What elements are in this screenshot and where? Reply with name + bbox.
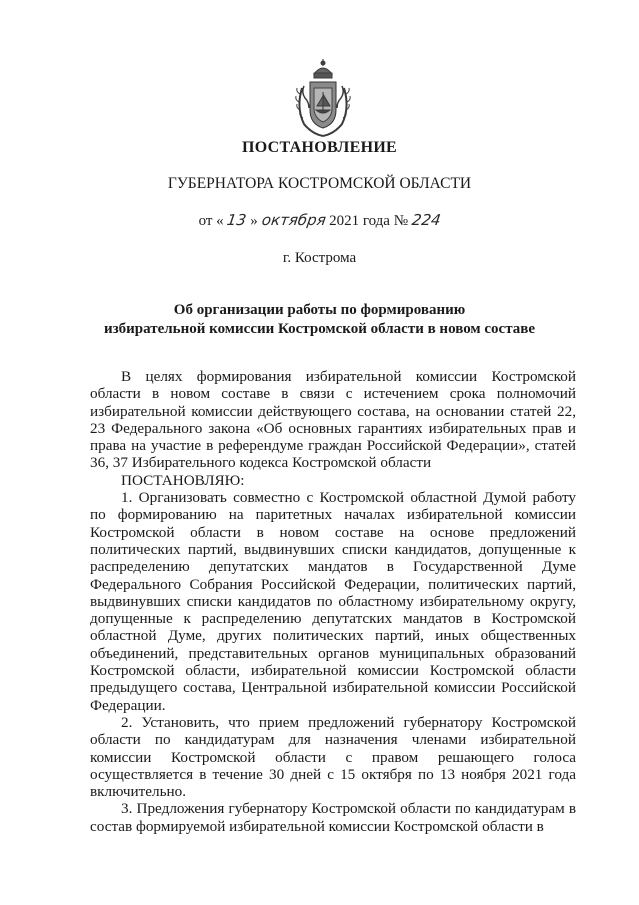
decree-word: ПОСТАНОВЛЯЮ: <box>121 471 245 489</box>
item-1-paragraph: 1. Организовать совместно с Костромской областной Думой работу по формированию на паритетных началах избирательной комиссии Костромской области в новом составе на основе предложений политических партий, выдвинувших списки кандидатов, допущенные к распределению депутатских мандатов в Государственной Думе Федерального Собрания Российской Федерации, политических партий, выдвинувших списки кандидатов по областному избирательному округу, допущенные к распределению депутатских мандатов в Костромской областной Думе, других политических партий, иных общественных объединений, представительных органов муниципальных образований Костромской области, избирательной комиссии Костромской области предыдущего состава, Центральной избирательной комиссии Российской Федерации. <box>90 489 576 714</box>
item-2-paragraph: 2. Установить, что прием предложений губернатору Костромской области по кандидатурам для назначения членами избирательной комиссии Костромской области с правом решающего голоса осуществляется в течение 30 дней с 15 октября по 13 ноября 2021 года включительно. <box>90 713 576 801</box>
intro-paragraph: В целях формирования избирательной комиссии Костромской области в новом составе в связи с истечением срока полномочий избирательной комиссии действующего состава, на основании статей 22, 23 Федерального закона «Об основных гарантиях избирательных прав и права на участие в референдуме граждан Российской Федерации», статей 36, 37 Избирательного кодекса Костромской области <box>90 368 576 472</box>
date-prefix: от « <box>198 213 224 229</box>
date-day: 13 <box>226 211 248 229</box>
coat-of-arms-icon <box>294 58 352 138</box>
title-line-1: Об организации работы по формированию <box>173 302 466 318</box>
document-title <box>0 301 639 339</box>
date-mid: » <box>250 213 258 229</box>
document-type: ПОСТАНОВЛЕНИЕ <box>241 139 398 156</box>
date-month: октября <box>260 211 327 229</box>
date-line <box>0 211 639 230</box>
item-3-paragraph: 3. Предложения губернатору Костромской области по кандидатурам в состав формируемой избирательной комиссии Костромской области в <box>90 800 576 835</box>
document-number: 224 <box>410 211 442 229</box>
city: г. Кострома <box>282 250 357 266</box>
title-line-2: избирательной комиссии Костромской области в новом составе <box>103 321 536 337</box>
document-body <box>90 368 576 835</box>
issuer: ГУБЕРНАТОРА КОСТРОМСКОЙ ОБЛАСТИ <box>167 175 472 192</box>
date-year: 2021 года № <box>329 213 409 229</box>
